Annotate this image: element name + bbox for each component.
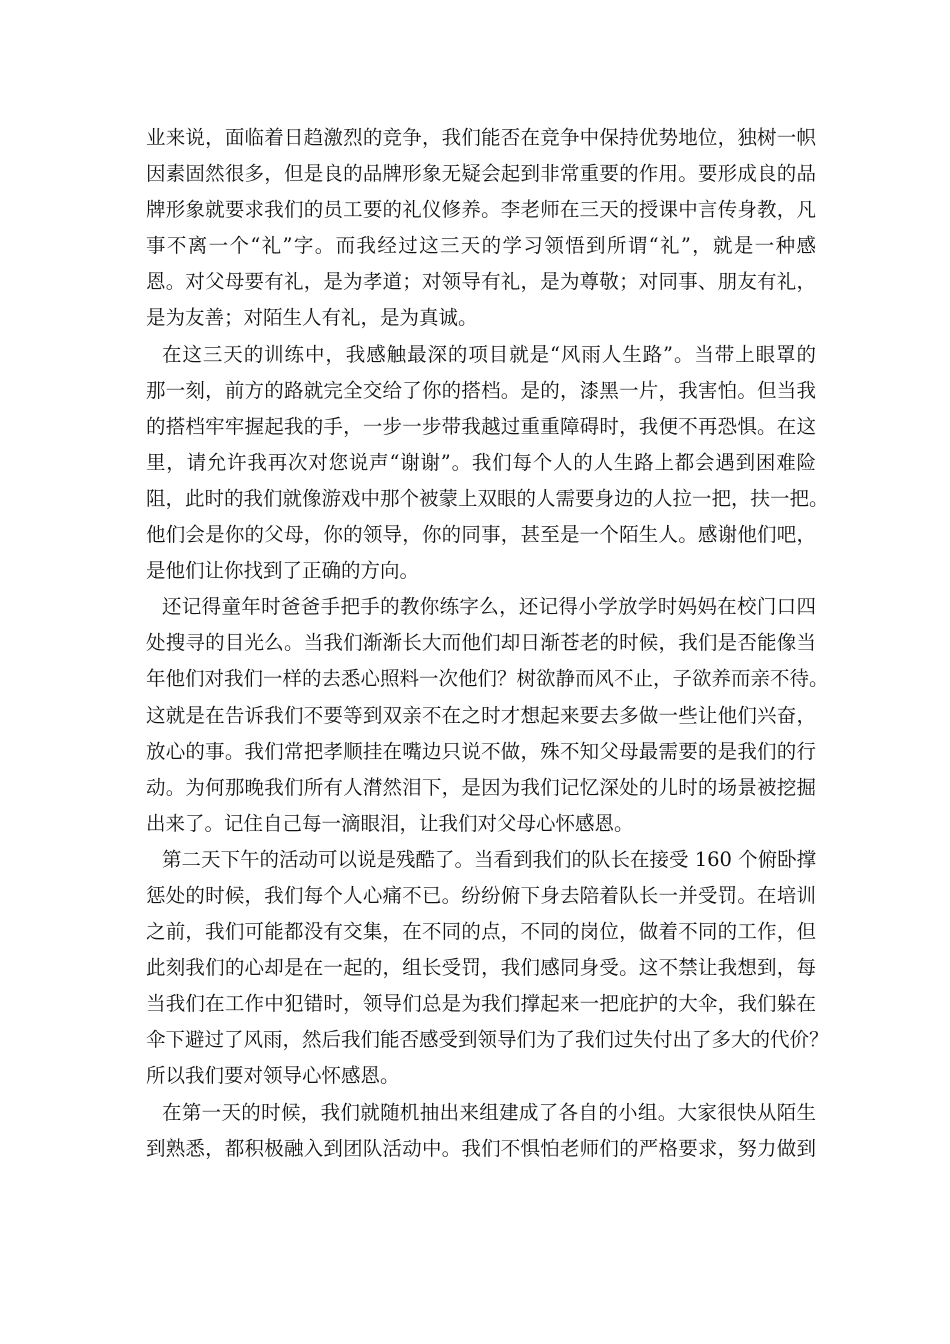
text-line: 惩处的时候，我们每个人心痛不已。纷纷俯下身去陪着队长一并受罚。在培训 <box>146 883 816 907</box>
body-text <box>146 120 829 1167</box>
paragraph-first-line: 在第一天的时候，我们就随机抽出来组建成了各自的小组。大家很快从陌生 <box>162 1100 816 1124</box>
text-line: 业来说，面临着日趋激烈的竞争，我们能否在竞争中保持优势地位，独树一帜 <box>146 126 816 149</box>
text-line: 所以我们要对领导心怀感恩。 <box>146 1064 400 1088</box>
text-line: 事不离一个“礼”字。而我经过这三天的学习领悟到所谓“礼”，就是一种感 <box>146 234 816 258</box>
text-line: 那一刻，前方的路就完全交给了你的搭档。是的，漆黑一片，我害怕。但当我 <box>146 378 816 402</box>
paragraph-first-line: 还记得童年时爸爸手把手的教你练字么，还记得小学放学时妈妈在校门口四 <box>162 595 816 619</box>
text-line: 伞下避过了风雨，然后我们能否感受到领导们为了我们过失付出了多大的代价？ <box>146 1028 829 1052</box>
text-line: 处搜寻的目光么。当我们渐渐长大而他们却日渐苍老的时候，我们是否能像当 <box>146 631 816 655</box>
text-line: 里，请允许我再次对您说声“谢谢”。我们每个人的人生路上都会遇到困难险 <box>146 450 816 474</box>
text-line: 此刻我们的心却是在一起的，组长受罚，我们感同身受。这不禁让我想到，每 <box>146 956 816 980</box>
text-line: 的搭档牢牢握起我的手，一步一步带我越过重重障碍时，我便不再恐惧。在这 <box>146 414 816 438</box>
text-line: 动。为何那晚我们所有人潸然泪下，是因为我们记忆深处的儿时的场景被挖掘 <box>146 775 816 799</box>
text-line: 之前，我们可能都没有交集，在不同的点，不同的岗位，做着不同的工作，但 <box>146 920 816 944</box>
text-line: 到熟悉，都积极融入到团队活动中。我们不惧怕老师们的严格要求，努力做到 <box>146 1136 816 1160</box>
text-line: 恩。对父母要有礼，是为孝道；对领导有礼，是为尊敬；对同事、朋友有礼， <box>146 270 816 294</box>
text-line: 他们会是你的父母，你的领导，你的同事，甚至是一个陌生人。感谢他们吧， <box>146 523 816 547</box>
text-line: 出来了。记住自己每一滴眼泪，让我们对父母心怀感恩。 <box>146 811 634 835</box>
text-line: 因素固然很多，但是良的品牌形象无疑会起到非常重要的作用。要形成良的品 <box>146 162 816 186</box>
text-line: 是为友善；对陌生人有礼，是为真诚。 <box>146 306 478 330</box>
text-line: 当我们在工作中犯错时，领导们总是为我们撑起来一把庇护的大伞，我们躲在 <box>146 992 816 1016</box>
paragraph-first-line: 在这三天的训练中，我感触最深的项目就是“风雨人生路”。当带上眼罩的 <box>162 342 816 366</box>
text-line: 牌形象就要求我们的员工要的礼仪修养。李老师在三天的授课中言传身教，凡 <box>146 198 816 222</box>
text-line: 阻，此时的我们就像游戏中那个被蒙上双眼的人需要身边的人拉一把，扶一把。 <box>146 486 829 510</box>
text-line: 是他们让你找到了正确的方向。 <box>146 559 420 583</box>
paragraph-first-line: 第二天下午的活动可以说是残酷了。当看到我们的队长在接受 160 个俯卧撑 <box>162 847 817 871</box>
text-line: 这就是在告诉我们不要等到双亲不在之时才想起来要去多做一些让他们兴奋， <box>146 703 816 727</box>
text-line: 年他们对我们一样的去悉心照料一次他们？树欲静而风不止，子欲养而亲不待。 <box>146 667 829 691</box>
text-line: 放心的事。我们常把孝顺挂在嘴边只说不做，殊不知父母最需要的是我们的行 <box>146 739 816 763</box>
